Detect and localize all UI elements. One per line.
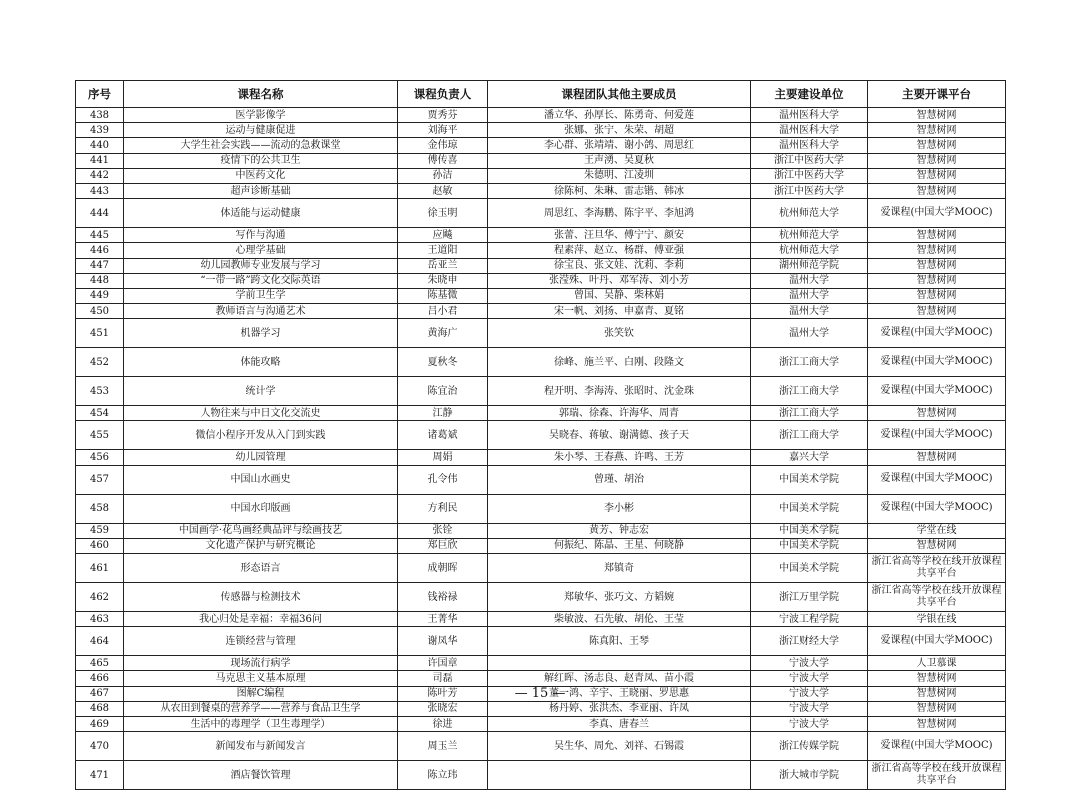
cell-course-lead: 徐进 bbox=[398, 716, 488, 731]
cell-team-members bbox=[488, 761, 751, 790]
cell-platform: 智慧树网 bbox=[868, 304, 1006, 319]
cell-institution: 杭州师范大学 bbox=[751, 199, 868, 228]
cell-index: 459 bbox=[76, 523, 124, 538]
cell-platform: 爱课程(中国大学MOOC) bbox=[868, 377, 1006, 406]
cell-team-members: 郑镇奇 bbox=[488, 554, 751, 583]
cell-course-name: 统计学 bbox=[124, 377, 398, 406]
cell-institution: 中国美术学院 bbox=[751, 523, 868, 538]
course-table bbox=[75, 80, 1006, 790]
cell-index: 469 bbox=[76, 716, 124, 731]
cell-course-lead: 王菁华 bbox=[398, 612, 488, 627]
cell-institution: 温州大学 bbox=[751, 273, 868, 288]
cell-course-name: 酒店餐饮管理 bbox=[124, 761, 398, 790]
cell-course-name: 教师语言与沟通艺术 bbox=[124, 304, 398, 319]
table-row bbox=[76, 199, 1006, 228]
cell-course-lead: 应飚 bbox=[398, 228, 488, 243]
table-row bbox=[76, 421, 1006, 450]
cell-team-members: 柴敏波、石先敏、胡伦、王莹 bbox=[488, 612, 751, 627]
cell-index: 453 bbox=[76, 377, 124, 406]
header-platform: 主要开课平台 bbox=[868, 81, 1006, 108]
cell-course-lead: 孙洁 bbox=[398, 168, 488, 183]
cell-team-members: 吴生华、周允、刘祥、石锡霞 bbox=[488, 732, 751, 761]
cell-institution: 宁波工程学院 bbox=[751, 612, 868, 627]
cell-platform: 智慧树网 bbox=[868, 168, 1006, 183]
cell-index: 461 bbox=[76, 554, 124, 583]
cell-index: 464 bbox=[76, 627, 124, 656]
cell-institution: 杭州师范大学 bbox=[751, 243, 868, 258]
cell-index: 446 bbox=[76, 243, 124, 258]
cell-course-lead: 赵敏 bbox=[398, 183, 488, 198]
cell-course-lead: 周玉兰 bbox=[398, 732, 488, 761]
cell-index: 442 bbox=[76, 168, 124, 183]
table-row bbox=[76, 450, 1006, 465]
cell-team-members: 朱小琴、王春燕、许鸣、王芳 bbox=[488, 450, 751, 465]
cell-course-name: 心理学基础 bbox=[124, 243, 398, 258]
table-row bbox=[76, 716, 1006, 731]
cell-institution: 温州大学 bbox=[751, 304, 868, 319]
cell-institution: 浙江中医药大学 bbox=[751, 168, 868, 183]
cell-index: 467 bbox=[76, 686, 124, 701]
cell-institution: 温州大学 bbox=[751, 319, 868, 348]
table-row bbox=[76, 523, 1006, 538]
cell-platform: 智慧树网 bbox=[868, 108, 1006, 123]
cell-course-name: 人物往来与中日文化交流史 bbox=[124, 406, 398, 421]
cell-institution: 嘉兴大学 bbox=[751, 450, 868, 465]
table-row bbox=[76, 583, 1006, 612]
cell-institution: 温州医科大学 bbox=[751, 108, 868, 123]
table-row bbox=[76, 288, 1006, 303]
cell-course-name: 中医药文化 bbox=[124, 168, 398, 183]
cell-course-lead: 诸葛斌 bbox=[398, 421, 488, 450]
cell-index: 441 bbox=[76, 153, 124, 168]
cell-index: 444 bbox=[76, 199, 124, 228]
cell-course-name: 运动与健康促进 bbox=[124, 123, 398, 138]
cell-team-members: 张笑钦 bbox=[488, 319, 751, 348]
cell-course-lead: 吕小君 bbox=[398, 304, 488, 319]
cell-platform: 智慧树网 bbox=[868, 686, 1006, 701]
table-row bbox=[76, 153, 1006, 168]
cell-course-name: 医学影像学 bbox=[124, 108, 398, 123]
table-row bbox=[76, 732, 1006, 761]
cell-index: 457 bbox=[76, 465, 124, 494]
cell-platform: 爱课程(中国大学MOOC) bbox=[868, 199, 1006, 228]
cell-course-name: 写作与沟通 bbox=[124, 228, 398, 243]
table-row bbox=[76, 228, 1006, 243]
cell-institution: 中国美术学院 bbox=[751, 554, 868, 583]
cell-course-lead: 成朝晖 bbox=[398, 554, 488, 583]
cell-team-members: 程素萍、赵立、杨群、傅亚强 bbox=[488, 243, 751, 258]
cell-course-lead: 金伟琼 bbox=[398, 138, 488, 153]
cell-course-lead: 夏秋冬 bbox=[398, 348, 488, 377]
cell-institution: 浙江中医药大学 bbox=[751, 183, 868, 198]
table-row bbox=[76, 671, 1006, 686]
header-course-lead: 课程负责人 bbox=[398, 81, 488, 108]
cell-platform: 爱课程(中国大学MOOC) bbox=[868, 421, 1006, 450]
cell-team-members: 张滢殊、叶丹、邓军涛、刘小芳 bbox=[488, 273, 751, 288]
cell-team-members: 周思红、李海鹏、陈宇平、李旭鸿 bbox=[488, 199, 751, 228]
table-row bbox=[76, 319, 1006, 348]
cell-platform: 智慧树网 bbox=[868, 671, 1006, 686]
cell-team-members: 李真、唐春兰 bbox=[488, 716, 751, 731]
cell-institution: 温州医科大学 bbox=[751, 138, 868, 153]
cell-index: 470 bbox=[76, 732, 124, 761]
cell-platform: 爱课程(中国大学MOOC) bbox=[868, 627, 1006, 656]
cell-course-name: 图解C编程 bbox=[124, 686, 398, 701]
table-row bbox=[76, 183, 1006, 198]
cell-index: 463 bbox=[76, 612, 124, 627]
cell-institution: 浙江工商大学 bbox=[751, 348, 868, 377]
cell-index: 456 bbox=[76, 450, 124, 465]
table-row bbox=[76, 273, 1006, 288]
cell-platform: 智慧树网 bbox=[868, 450, 1006, 465]
cell-course-lead: 陈叶芳 bbox=[398, 686, 488, 701]
cell-course-name: 新闻发布与新闻发言 bbox=[124, 732, 398, 761]
cell-course-name: 我心归处是幸福：幸福36问 bbox=[124, 612, 398, 627]
cell-platform: 智慧树网 bbox=[868, 228, 1006, 243]
cell-index: 455 bbox=[76, 421, 124, 450]
table-row bbox=[76, 406, 1006, 421]
table-row bbox=[76, 348, 1006, 377]
cell-platform: 智慧树网 bbox=[868, 183, 1006, 198]
cell-index: 466 bbox=[76, 671, 124, 686]
cell-platform: 学堂在线 bbox=[868, 523, 1006, 538]
cell-platform: 智慧树网 bbox=[868, 243, 1006, 258]
cell-team-members: 何振纪、陈晶、王星、何晓静 bbox=[488, 538, 751, 553]
cell-team-members: 郑敏华、张巧文、方韬婉 bbox=[488, 583, 751, 612]
cell-institution: 宁波大学 bbox=[751, 716, 868, 731]
cell-course-lead: 方利民 bbox=[398, 494, 488, 523]
table-row bbox=[76, 377, 1006, 406]
cell-index: 451 bbox=[76, 319, 124, 348]
cell-course-name: 中国水印版画 bbox=[124, 494, 398, 523]
cell-platform: 智慧树网 bbox=[868, 288, 1006, 303]
table-row bbox=[76, 494, 1006, 523]
cell-team-members: 徐陈柯、朱琳、雷志锴、韩冰 bbox=[488, 183, 751, 198]
cell-institution: 浙江万里学院 bbox=[751, 583, 868, 612]
cell-course-lead: 谢凤华 bbox=[398, 627, 488, 656]
cell-team-members: 杨丹婷、张洪杰、李亚丽、许凤 bbox=[488, 701, 751, 716]
cell-platform: 智慧树网 bbox=[868, 258, 1006, 273]
cell-course-lead: 孔令伟 bbox=[398, 465, 488, 494]
cell-institution: 中国美术学院 bbox=[751, 538, 868, 553]
cell-course-lead: 王道阳 bbox=[398, 243, 488, 258]
cell-course-name: 疫情下的公共卫生 bbox=[124, 153, 398, 168]
cell-index: 439 bbox=[76, 123, 124, 138]
table-row bbox=[76, 656, 1006, 671]
cell-course-name: 幼儿园管理 bbox=[124, 450, 398, 465]
cell-course-name: 超声诊断基础 bbox=[124, 183, 398, 198]
cell-team-members: 程开明、李海涛、张昭时、沈金珠 bbox=[488, 377, 751, 406]
cell-team-members: 李小彬 bbox=[488, 494, 751, 523]
cell-course-name: 传感器与检测技术 bbox=[124, 583, 398, 612]
cell-course-lead: 张晓宏 bbox=[398, 701, 488, 716]
cell-platform: 爱课程(中国大学MOOC) bbox=[868, 465, 1006, 494]
table-row bbox=[76, 243, 1006, 258]
table-row bbox=[76, 627, 1006, 656]
cell-institution: 浙江传媒学院 bbox=[751, 732, 868, 761]
cell-index: 471 bbox=[76, 761, 124, 790]
cell-course-lead: 岳亚兰 bbox=[398, 258, 488, 273]
cell-course-lead: 徐玉明 bbox=[398, 199, 488, 228]
cell-institution: 浙江中医药大学 bbox=[751, 153, 868, 168]
cell-course-lead: 贾秀芬 bbox=[398, 108, 488, 123]
cell-course-name: 幼儿园教师专业发展与学习 bbox=[124, 258, 398, 273]
table-row bbox=[76, 123, 1006, 138]
cell-course-lead: 郑巨欣 bbox=[398, 538, 488, 553]
cell-course-lead: 黄海广 bbox=[398, 319, 488, 348]
page-number: — 15 — bbox=[514, 686, 566, 701]
cell-index: 438 bbox=[76, 108, 124, 123]
cell-team-members: 郭瑞、徐森、许海华、周青 bbox=[488, 406, 751, 421]
cell-index: 454 bbox=[76, 406, 124, 421]
cell-course-lead: 朱晓申 bbox=[398, 273, 488, 288]
cell-team-members: 朱德明、江凌圳 bbox=[488, 168, 751, 183]
header-course-name: 课程名称 bbox=[124, 81, 398, 108]
cell-course-lead: 陈基微 bbox=[398, 288, 488, 303]
table-row bbox=[76, 554, 1006, 583]
header-index: 序号 bbox=[76, 81, 124, 108]
cell-index: 447 bbox=[76, 258, 124, 273]
cell-index: 448 bbox=[76, 273, 124, 288]
cell-institution: 浙江工商大学 bbox=[751, 421, 868, 450]
header-institution: 主要建设单位 bbox=[751, 81, 868, 108]
cell-course-lead: 张铨 bbox=[398, 523, 488, 538]
cell-institution: 中国美术学院 bbox=[751, 494, 868, 523]
cell-index: 465 bbox=[76, 656, 124, 671]
cell-team-members: 董一鸿、辛宇、王晓丽、罗思惠 bbox=[488, 686, 751, 701]
cell-platform: 智慧树网 bbox=[868, 123, 1006, 138]
cell-index: 462 bbox=[76, 583, 124, 612]
cell-course-name: 连锁经营与管理 bbox=[124, 627, 398, 656]
cell-course-name: 文化遗产保护与研究概论 bbox=[124, 538, 398, 553]
table-row bbox=[76, 465, 1006, 494]
table-row bbox=[76, 612, 1006, 627]
table-row bbox=[76, 761, 1006, 790]
cell-institution: 宁波大学 bbox=[751, 671, 868, 686]
cell-course-lead: 陈立玮 bbox=[398, 761, 488, 790]
cell-institution: 宁波大学 bbox=[751, 686, 868, 701]
cell-course-lead: 傅传喜 bbox=[398, 153, 488, 168]
cell-platform: 爱课程(中国大学MOOC) bbox=[868, 319, 1006, 348]
cell-institution: 浙江财经大学 bbox=[751, 627, 868, 656]
cell-institution: 杭州师范大学 bbox=[751, 228, 868, 243]
cell-platform: 人卫慕课 bbox=[868, 656, 1006, 671]
cell-platform: 智慧树网 bbox=[868, 716, 1006, 731]
cell-team-members: 李心群、张靖靖、谢小鸽、周思红 bbox=[488, 138, 751, 153]
cell-course-name: 机器学习 bbox=[124, 319, 398, 348]
cell-course-lead: 刘海平 bbox=[398, 123, 488, 138]
cell-team-members: 张娜、张宁、朱荣、胡超 bbox=[488, 123, 751, 138]
cell-team-members bbox=[488, 656, 751, 671]
cell-platform: 学银在线 bbox=[868, 612, 1006, 627]
cell-index: 468 bbox=[76, 701, 124, 716]
cell-platform: 智慧树网 bbox=[868, 701, 1006, 716]
cell-platform: 浙江省高等学校在线开放课程共享平台 bbox=[868, 761, 1006, 790]
cell-team-members: 陈真阳、王琴 bbox=[488, 627, 751, 656]
cell-index: 445 bbox=[76, 228, 124, 243]
cell-platform: 浙江省高等学校在线开放课程共享平台 bbox=[868, 554, 1006, 583]
table-row bbox=[76, 304, 1006, 319]
cell-team-members: 张蕾、汪旦华、傅宁宁、颜安 bbox=[488, 228, 751, 243]
cell-institution: 宁波大学 bbox=[751, 656, 868, 671]
cell-index: 449 bbox=[76, 288, 124, 303]
table-row bbox=[76, 138, 1006, 153]
table-row bbox=[76, 701, 1006, 716]
cell-platform: 智慧树网 bbox=[868, 138, 1006, 153]
cell-team-members: 王声湧、吴夏秋 bbox=[488, 153, 751, 168]
cell-course-name: 现场流行病学 bbox=[124, 656, 398, 671]
cell-course-lead: 司磊 bbox=[398, 671, 488, 686]
cell-platform: 智慧树网 bbox=[868, 273, 1006, 288]
cell-course-lead: 钱裕禄 bbox=[398, 583, 488, 612]
table-header-row bbox=[76, 81, 1006, 108]
cell-institution: 浙江工商大学 bbox=[751, 377, 868, 406]
cell-team-members: 宋一帆、刘扬、申嘉青、夏铭 bbox=[488, 304, 751, 319]
cell-team-members: 潘立华、孙厚长、陈勇奇、何爱莲 bbox=[488, 108, 751, 123]
cell-institution: 宁波大学 bbox=[751, 701, 868, 716]
cell-course-lead: 陈宜治 bbox=[398, 377, 488, 406]
cell-index: 458 bbox=[76, 494, 124, 523]
cell-team-members: 曾国、吴静、柴林娟 bbox=[488, 288, 751, 303]
cell-course-name: 大学生社会实践——流动的急救课堂 bbox=[124, 138, 398, 153]
cell-platform: 浙江省高等学校在线开放课程共享平台 bbox=[868, 583, 1006, 612]
cell-institution: 浙大城市学院 bbox=[751, 761, 868, 790]
header-team-members: 课程团队其他主要成员 bbox=[488, 81, 751, 108]
cell-index: 460 bbox=[76, 538, 124, 553]
cell-team-members: 曾瑾、胡治 bbox=[488, 465, 751, 494]
table-row bbox=[76, 168, 1006, 183]
cell-institution: 湖州师范学院 bbox=[751, 258, 868, 273]
cell-team-members: 解红晖、汤志良、赵青凤、苗小霞 bbox=[488, 671, 751, 686]
cell-course-name: 生活中的毒理学（卫生毒理学） bbox=[124, 716, 398, 731]
cell-course-name: 形态语言 bbox=[124, 554, 398, 583]
cell-platform: 爱课程(中国大学MOOC) bbox=[868, 732, 1006, 761]
cell-platform: 智慧树网 bbox=[868, 538, 1006, 553]
cell-team-members: 黄芳、钟志宏 bbox=[488, 523, 751, 538]
cell-platform: 智慧树网 bbox=[868, 406, 1006, 421]
cell-course-lead: 许国章 bbox=[398, 656, 488, 671]
cell-course-name: 从农田到餐桌的营养学——营养与食品卫生学 bbox=[124, 701, 398, 716]
cell-course-lead: 江静 bbox=[398, 406, 488, 421]
cell-course-name: 中国山水画史 bbox=[124, 465, 398, 494]
cell-course-name: 学前卫生学 bbox=[124, 288, 398, 303]
cell-course-name: 中国画学·花鸟画经典品评与绘画技艺 bbox=[124, 523, 398, 538]
cell-index: 450 bbox=[76, 304, 124, 319]
cell-institution: 温州医科大学 bbox=[751, 123, 868, 138]
cell-platform: 爱课程(中国大学MOOC) bbox=[868, 494, 1006, 523]
cell-platform: 爱课程(中国大学MOOC) bbox=[868, 348, 1006, 377]
cell-index: 452 bbox=[76, 348, 124, 377]
cell-team-members: 徐峰、施兰平、白刚、段隆文 bbox=[488, 348, 751, 377]
table-row bbox=[76, 108, 1006, 123]
cell-institution: 浙江工商大学 bbox=[751, 406, 868, 421]
course-table-container bbox=[75, 80, 1005, 790]
table-row bbox=[76, 258, 1006, 273]
table-row bbox=[76, 538, 1006, 553]
cell-index: 440 bbox=[76, 138, 124, 153]
cell-team-members: 徐宝良、张文娃、沈莉、李莉 bbox=[488, 258, 751, 273]
cell-team-members: 吴晓春、蒋敏、谢满德、孩子天 bbox=[488, 421, 751, 450]
cell-course-name: 体适能与运动健康 bbox=[124, 199, 398, 228]
cell-course-name: 体能攻略 bbox=[124, 348, 398, 377]
cell-index: 443 bbox=[76, 183, 124, 198]
cell-platform: 智慧树网 bbox=[868, 153, 1006, 168]
cell-institution: 温州大学 bbox=[751, 288, 868, 303]
cell-course-lead: 周娟 bbox=[398, 450, 488, 465]
cell-institution: 中国美术学院 bbox=[751, 465, 868, 494]
cell-course-name: 微信小程序开发从入门到实践 bbox=[124, 421, 398, 450]
cell-course-name: 马克思主义基本原理 bbox=[124, 671, 398, 686]
cell-course-name: “一带一路”跨文化交际英语 bbox=[124, 273, 398, 288]
